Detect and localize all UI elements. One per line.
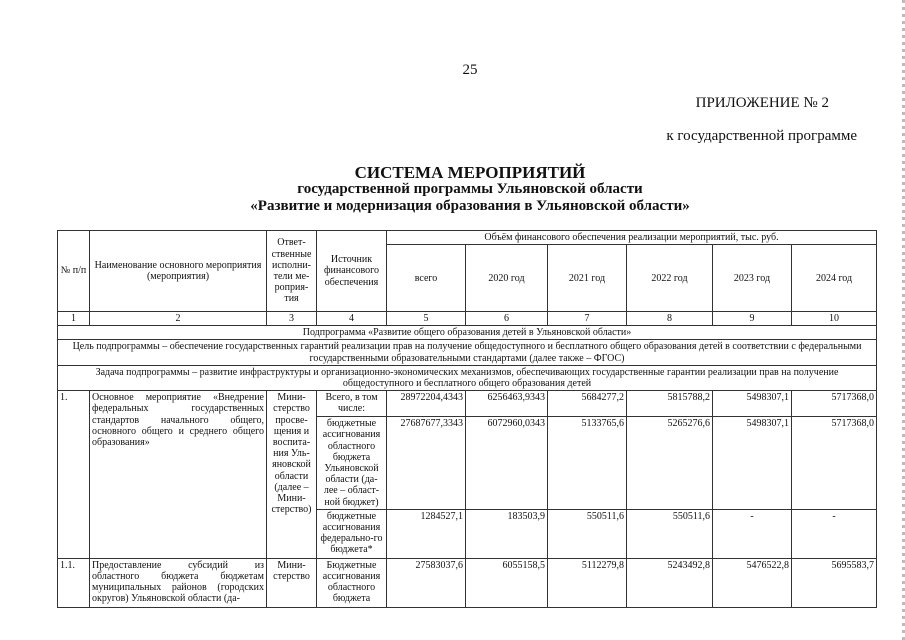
header-2024: 2024 год xyxy=(792,245,877,312)
table-row xyxy=(58,558,877,607)
header-source: Источник финансового обеспечения xyxy=(317,231,387,312)
page-number: 25 xyxy=(462,62,478,78)
amount-2024: 5717368,0 xyxy=(792,417,877,510)
amount-2023: 5498307,1 xyxy=(713,417,792,510)
amount-2023: 5498307,1 xyxy=(713,391,792,417)
header-2020: 2020 год xyxy=(466,245,548,312)
header-2021: 2021 год xyxy=(548,245,627,312)
measure-name: Основное мероприятие «Внедрение федеральных государственных стандартов начального общего, основного общего и среднего общего образования» xyxy=(90,391,267,559)
amount-2021: 5684277,2 xyxy=(548,391,627,417)
measure-name: Предоставление субсидий из областного бюджета бюджетам муниципальных районов (городских округов) Ульяновской области (да- xyxy=(90,558,267,607)
amount-2024: - xyxy=(792,509,877,558)
amount-2022: 5815788,2 xyxy=(627,391,713,417)
amount-total: 28972204,4343 xyxy=(387,391,466,417)
goal-row xyxy=(58,340,877,365)
subprogram-goal: Цель подпрограммы – обеспечение государственных гарантий реализации прав на получение общедоступного и бесплатного общего образования детей в соответствии с федеральными государственными образовательными стандартами (далее также – ФГОС) xyxy=(58,340,877,365)
subprogram-task: Задача подпрограммы – развитие инфраструктуры и организационно-экономических механизмов, обеспечивающих государственные гарантии реализации прав на получение общедоступного и бесплатного общего образования детей xyxy=(58,365,877,390)
title-line-2: государственной программы Ульяновской области xyxy=(297,181,643,197)
header-volume: Объём финансового обеспечения реализации мероприятий, тыс. руб. xyxy=(387,231,877,245)
amount-total: 27583037,6 xyxy=(387,558,466,607)
column-number: 9 xyxy=(713,312,792,326)
subprogram-row xyxy=(58,326,877,340)
measure-executor: Мини-стерство просве-щения и воспита-ния Уль-яновской области (далее – Мини-стерство) xyxy=(267,391,317,559)
column-number: 2 xyxy=(90,312,267,326)
amount-2022: 5243492,8 xyxy=(627,558,713,607)
column-number: 10 xyxy=(792,312,877,326)
header-executors: Ответ-ственные исполни-тели ме-роприя-тия xyxy=(267,231,317,312)
amount-2021: 5112279,8 xyxy=(548,558,627,607)
column-number: 5 xyxy=(387,312,466,326)
appendix-label: ПРИЛОЖЕНИЕ № 2 xyxy=(695,95,829,111)
amount-2022: 5265276,6 xyxy=(627,417,713,510)
column-number: 3 xyxy=(267,312,317,326)
column-number: 1 xyxy=(58,312,90,326)
column-number: 4 xyxy=(317,312,387,326)
measure-executor: Мини-стерство xyxy=(267,558,317,607)
funding-source: бюджетные ассигнования федерально-го бюджета* xyxy=(317,509,387,558)
column-number: 7 xyxy=(548,312,627,326)
row-number: 1. xyxy=(58,391,90,559)
funding-source: Бюджетные ассигнования областного бюджета xyxy=(317,558,387,607)
amount-2021: 5133765,6 xyxy=(548,417,627,510)
amount-2022: 550511,6 xyxy=(627,509,713,558)
amount-2020: 6256463,9343 xyxy=(466,391,548,417)
header-total: всего xyxy=(387,245,466,312)
amount-2024: 5695583,7 xyxy=(792,558,877,607)
amount-2020: 6055158,5 xyxy=(466,558,548,607)
column-number-row xyxy=(58,312,877,326)
header-row xyxy=(58,231,877,245)
amount-2023: - xyxy=(713,509,792,558)
task-row xyxy=(58,365,877,390)
amount-2024: 5717368,0 xyxy=(792,391,877,417)
header-name: Наименование основного мероприятия (мероприятия) xyxy=(90,231,267,312)
amount-2023: 5476522,8 xyxy=(713,558,792,607)
amount-2021: 550511,6 xyxy=(548,509,627,558)
funding-source: Всего, в том числе: xyxy=(317,391,387,417)
table-row xyxy=(58,391,877,417)
title-line-3: «Развитие и модернизация образования в Ульяновской области» xyxy=(250,198,690,214)
amount-total: 1284527,1 xyxy=(387,509,466,558)
header-2022: 2022 год xyxy=(627,245,713,312)
header-2023: 2023 год xyxy=(713,245,792,312)
header-num: № п/п xyxy=(58,231,90,312)
funding-source: бюджетные ассигнования областного бюджета Ульяновской области (да-лее – област-ной бюджет) xyxy=(317,417,387,510)
subprogram-title: Подпрограмма «Развитие общего образования детей в Ульяновской области» xyxy=(58,326,877,340)
column-number: 6 xyxy=(466,312,548,326)
measures-table xyxy=(57,230,877,608)
column-number: 8 xyxy=(627,312,713,326)
amount-total: 27687677,3343 xyxy=(387,417,466,510)
appendix-subtitle: к государственной программе xyxy=(666,128,857,144)
document-title xyxy=(0,164,905,215)
amount-2020: 6072960,0343 xyxy=(466,417,548,510)
title-line-1: СИСТЕМА МЕРОПРИЯТИЙ xyxy=(354,163,586,182)
row-number: 1.1. xyxy=(58,558,90,607)
amount-2020: 183503,9 xyxy=(466,509,548,558)
